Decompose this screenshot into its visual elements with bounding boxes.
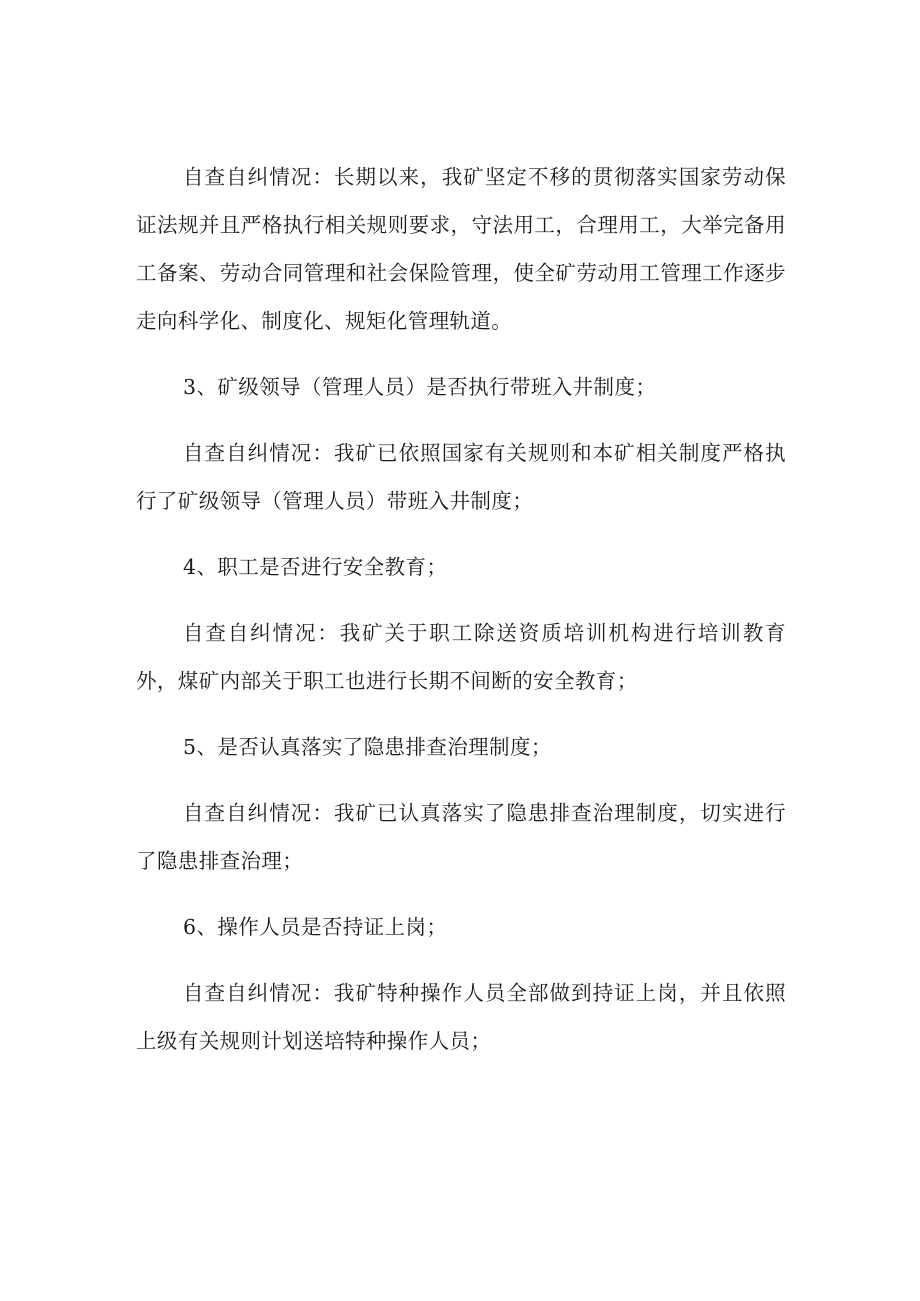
item-heading-5: 5、是否认真落实了隐患排查治理制度； xyxy=(183,735,552,759)
item-heading-6: 6、操作人员是否持证上岗； xyxy=(183,915,448,939)
paragraph-item-5-finding: 自查自纠情况：我矿已认真落实了隐患排查治理制度，切实进行了隐患排查治理； xyxy=(136,801,786,873)
document-body xyxy=(136,153,786,1065)
paragraph-item-6-finding: 自查自纠情况：我矿特种操作人员全部做到持证上岗，并且依照上级有关规则计划送培特种操作人员； xyxy=(136,981,786,1053)
item-heading-3: 3、矿级领导（管理人员）是否执行带班入井制度； xyxy=(183,375,657,399)
item-heading-4: 4、职工是否进行安全教育； xyxy=(183,555,448,579)
paragraph-item-3-finding: 自查自纠情况：我矿已依照国家有关规则和本矿相关制度严格执行了矿级领导（管理人员）带班入井制度； xyxy=(136,441,786,513)
paragraph-labor-compliance: 自查自纠情况：长期以来，我矿坚定不移的贯彻落实国家劳动保证法规并且严格执行相关规则要求，守法用工，合理用工，大举完备用工备案、劳动合同管理和社会保险管理，使全矿劳动用工管理工作逐步走向科学化、制度化、规矩化管理轨道。 xyxy=(136,165,786,333)
paragraph-item-4-finding: 自查自纠情况：我矿关于职工除送资质培训机构进行培训教育外，煤矿内部关于职工也进行长期不间断的安全教育； xyxy=(136,621,786,693)
